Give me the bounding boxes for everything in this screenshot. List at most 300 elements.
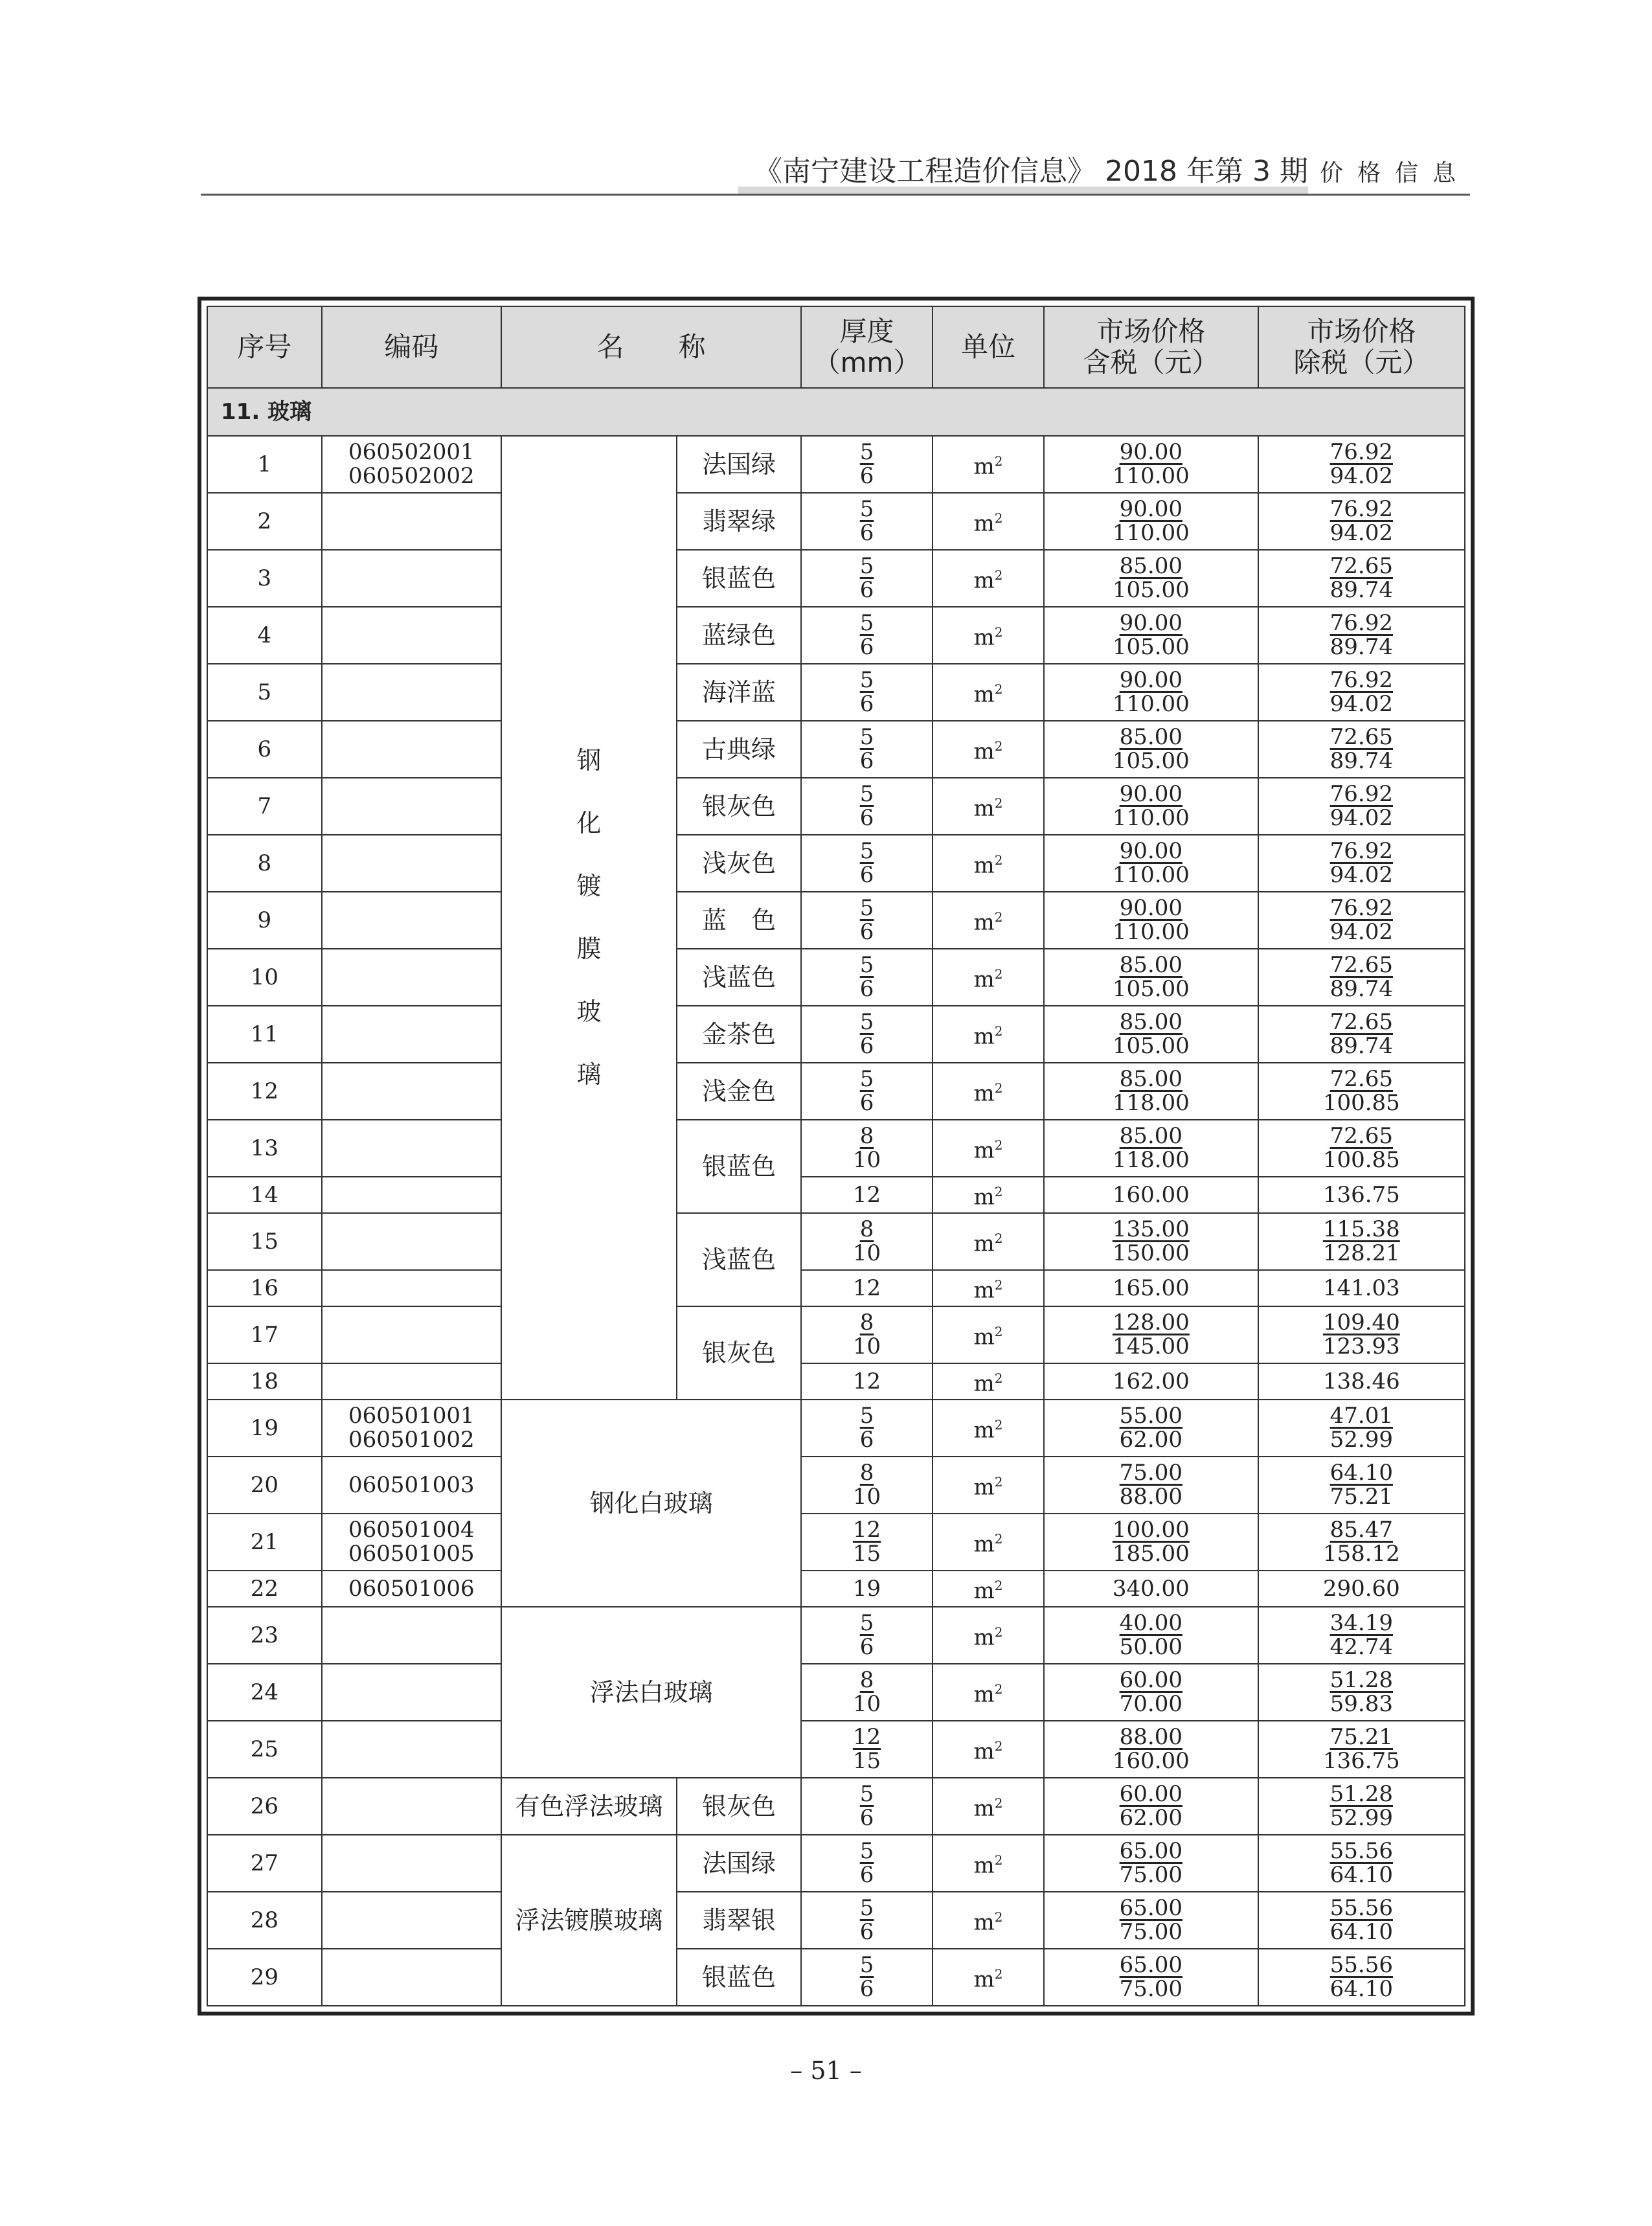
price-with-tax-top: 65.00 [1119, 1838, 1182, 1864]
price-with-tax-top: 85.00 [1119, 724, 1182, 750]
col-header-price-tax: 市场价格 含税（元） [1044, 306, 1258, 388]
price-with-tax [1044, 1892, 1258, 1949]
thickness-top: 5 [859, 667, 874, 693]
item-color: 银灰色 [677, 1778, 802, 1835]
price-without-tax [1258, 892, 1465, 949]
price-without-tax-top: 76.92 [1330, 781, 1393, 807]
row-number: 15 [207, 1213, 322, 1270]
price-without-tax [1258, 1607, 1465, 1664]
item-name-group [501, 1607, 801, 1778]
thickness [801, 493, 933, 550]
price-without-tax-bottom: 123.93 [1322, 1334, 1400, 1359]
row-number: 26 [207, 1778, 322, 1835]
price-without-tax-bottom: 89.74 [1330, 748, 1393, 774]
row-number: 14 [207, 1177, 322, 1213]
price-without-tax-bottom: 94.02 [1330, 520, 1393, 546]
price-with-tax [1044, 1778, 1258, 1835]
price-with-tax-top: 90.00 [1119, 838, 1182, 864]
unit: $m^2$ [933, 607, 1044, 664]
price-without-tax-bottom: 52.99 [1330, 1427, 1393, 1453]
price-with-tax [1044, 892, 1258, 949]
thickness-bottom: 6 [859, 1634, 874, 1660]
thickness [801, 1400, 933, 1457]
price-with-tax-top: 90.00 [1119, 667, 1182, 693]
item-code [322, 1664, 501, 1721]
price-with-tax-top: 65.00 [1119, 1895, 1182, 1921]
price-with-tax-bottom: 110.00 [1112, 919, 1190, 945]
row-number: 1 [207, 436, 322, 493]
thickness-bottom: 6 [859, 577, 874, 603]
price-with-tax-bottom: 50.00 [1119, 1634, 1182, 1660]
item-name-group-label: 钢 化 镀 膜 玻 璃 [576, 746, 602, 1089]
unit: $m^2$ [933, 1664, 1044, 1721]
row-number: 16 [207, 1270, 322, 1306]
price-with-tax-bottom: 110.00 [1112, 691, 1190, 717]
thickness-bottom: 6 [859, 1976, 874, 2002]
unit: $m^2$ [933, 1721, 1044, 1778]
price-with-tax [1044, 1664, 1258, 1721]
price-without-tax-bottom: 52.99 [1330, 1805, 1393, 1831]
row-number: 13 [207, 1120, 322, 1177]
price-without-tax-bottom: 64.10 [1330, 1862, 1393, 1888]
price-without-tax-bottom: 59.83 [1330, 1691, 1393, 1717]
row-number: 20 [207, 1457, 322, 1514]
thickness [801, 1006, 933, 1063]
thickness-top: 5 [859, 496, 874, 522]
thickness-bottom: 6 [859, 1033, 874, 1059]
thickness-top: 8 [859, 1123, 874, 1149]
price-with-tax-top: 90.00 [1119, 610, 1182, 636]
price-with-tax: 160.00 [1044, 1177, 1258, 1213]
page-header [201, 145, 1470, 196]
thickness-top: 5 [859, 1952, 874, 1978]
price-without-tax-bottom: 89.74 [1330, 1033, 1393, 1059]
thickness-top: 5 [859, 439, 874, 465]
thickness-top: 5 [859, 724, 874, 750]
item-color: 法国绿 [677, 436, 802, 493]
row-number: 4 [207, 607, 322, 664]
price-without-tax [1258, 778, 1465, 835]
unit: $m^2$ [933, 721, 1044, 778]
price-without-tax [1258, 1213, 1465, 1270]
price-with-tax: 162.00 [1044, 1363, 1258, 1400]
price-without-tax: 290.60 [1258, 1571, 1465, 1607]
item-code [322, 1892, 501, 1949]
thickness [801, 778, 933, 835]
item-code: 060501004 060501005 [322, 1514, 501, 1571]
item-code [322, 1835, 501, 1892]
item-color: 翡翠绿 [677, 493, 802, 550]
price-without-tax [1258, 1664, 1465, 1721]
price-without-tax: 136.75 [1258, 1177, 1465, 1213]
section-row [207, 388, 1465, 436]
price-without-tax [1258, 607, 1465, 664]
item-name-group [501, 1778, 677, 1835]
thickness-top: 5 [859, 1403, 874, 1429]
item-name-group-label: 浮法镀膜玻璃 [515, 1905, 663, 1935]
item-code [322, 664, 501, 721]
item-code [322, 1607, 501, 1664]
thickness-top: 8 [859, 1667, 874, 1693]
price-without-tax [1258, 1835, 1465, 1892]
price-without-tax-bottom: 64.10 [1330, 1976, 1393, 2002]
unit: $m^2$ [933, 1892, 1044, 1949]
thickness-top: 5 [859, 553, 874, 579]
price-without-tax-bottom: 89.74 [1330, 577, 1393, 603]
thickness-bottom: 6 [859, 463, 874, 489]
table-row [207, 778, 1465, 835]
price-without-tax [1258, 493, 1465, 550]
price-without-tax-top: 51.28 [1330, 1781, 1393, 1807]
price-without-tax-bottom: 94.02 [1330, 862, 1393, 888]
unit: $m^2$ [933, 1306, 1044, 1363]
unit: $m^2$ [933, 493, 1044, 550]
row-number: 2 [207, 493, 322, 550]
price-without-tax-top: 72.65 [1330, 1123, 1393, 1149]
price-with-tax [1044, 1949, 1258, 2006]
thickness [801, 550, 933, 607]
unit: $m^2$ [933, 1607, 1044, 1664]
thickness [801, 1120, 933, 1177]
thickness-bottom: 6 [859, 1805, 874, 1831]
item-color: 银蓝色 [677, 550, 802, 607]
thickness-bottom: 15 [852, 1748, 881, 1774]
unit: $m^2$ [933, 949, 1044, 1006]
price-with-tax [1044, 1306, 1258, 1363]
price-without-tax-bottom: 94.02 [1330, 691, 1393, 717]
unit: $m^2$ [933, 1949, 1044, 2006]
item-color: 浅灰色 [677, 835, 802, 892]
price-without-tax: 141.03 [1258, 1270, 1465, 1306]
thickness [801, 1892, 933, 1949]
item-code [322, 1006, 501, 1063]
section-title: 11. 玻璃 [207, 388, 1465, 436]
thickness-bottom: 6 [859, 520, 874, 546]
price-with-tax-bottom: 118.00 [1112, 1090, 1190, 1116]
thickness-top: 5 [859, 1610, 874, 1636]
item-name-group-label: 浮法白玻璃 [589, 1677, 713, 1707]
price-without-tax-top: 72.65 [1330, 952, 1393, 978]
item-code: 060501006 [322, 1571, 501, 1607]
price-with-tax-top: 85.00 [1119, 1123, 1182, 1149]
thickness-top: 5 [859, 895, 874, 921]
row-number: 6 [207, 721, 322, 778]
item-color: 古典绿 [677, 721, 802, 778]
item-color: 蓝绿色 [677, 607, 802, 664]
row-number: 21 [207, 1514, 322, 1571]
table-row [207, 436, 1465, 493]
price-table-frame [198, 297, 1475, 2016]
unit: $m^2$ [933, 1120, 1044, 1177]
item-code: 060501001 060501002 [322, 1400, 501, 1457]
price-with-tax-bottom: 110.00 [1112, 520, 1190, 546]
item-code [322, 721, 501, 778]
price-with-tax-bottom: 185.00 [1112, 1541, 1190, 1567]
row-number: 3 [207, 550, 322, 607]
price-with-tax-top: 65.00 [1119, 1952, 1182, 1978]
table-row [207, 607, 1465, 664]
thickness [801, 721, 933, 778]
row-number: 23 [207, 1607, 322, 1664]
table-row [207, 1721, 1465, 1778]
price-with-tax [1044, 1120, 1258, 1177]
thickness-top: 5 [859, 1838, 874, 1864]
price-with-tax-top: 85.00 [1119, 952, 1182, 978]
item-code [322, 778, 501, 835]
price-with-tax-bottom: 105.00 [1112, 577, 1190, 603]
item-code [322, 1778, 501, 1835]
price-without-tax-bottom: 89.74 [1330, 634, 1393, 660]
row-number: 25 [207, 1721, 322, 1778]
price-with-tax [1044, 1514, 1258, 1571]
row-number: 29 [207, 1949, 322, 2006]
thickness-bottom: 10 [852, 1334, 881, 1359]
unit: $m^2$ [933, 550, 1044, 607]
price-with-tax-bottom: 160.00 [1112, 1748, 1190, 1774]
price-without-tax-bottom: 94.02 [1330, 805, 1393, 831]
thickness-top: 5 [859, 1895, 874, 1921]
thickness-bottom: 6 [859, 862, 874, 888]
item-color: 翡翠银 [677, 1892, 802, 1949]
price-with-tax-bottom: 62.00 [1119, 1427, 1182, 1453]
price-with-tax-bottom: 105.00 [1112, 748, 1190, 774]
price-with-tax [1044, 1063, 1258, 1120]
row-number: 22 [207, 1571, 322, 1607]
price-without-tax-bottom: 128.21 [1322, 1240, 1400, 1266]
thickness [801, 607, 933, 664]
item-name-group [501, 1835, 677, 2006]
row-number: 24 [207, 1664, 322, 1721]
thickness-top: 5 [859, 781, 874, 807]
price-with-tax [1044, 778, 1258, 835]
price-with-tax-top: 90.00 [1119, 895, 1182, 921]
thickness-bottom: 10 [852, 1484, 881, 1510]
thickness-bottom: 6 [859, 748, 874, 774]
price-with-tax-top: 90.00 [1119, 781, 1182, 807]
col-header-unit: 单位 [933, 306, 1044, 388]
price-with-tax [1044, 607, 1258, 664]
table-body [207, 388, 1465, 2006]
thickness-top: 8 [859, 1310, 874, 1335]
table-row [207, 1120, 1465, 1177]
table-row [207, 835, 1465, 892]
item-color: 法国绿 [677, 1835, 802, 1892]
table-row [207, 1571, 1465, 1607]
price-without-tax-top: 85.47 [1330, 1517, 1393, 1543]
col-header-name: 名 称 [501, 306, 801, 388]
item-name-group-label: 钢化白玻璃 [589, 1488, 713, 1517]
price-table [207, 306, 1465, 2006]
price-without-tax-top: 76.92 [1330, 496, 1393, 522]
price-with-tax-bottom: 88.00 [1119, 1484, 1182, 1510]
price-with-tax-bottom: 150.00 [1112, 1240, 1190, 1266]
thickness-top: 5 [859, 610, 874, 636]
item-code [322, 892, 501, 949]
table-row [207, 493, 1465, 550]
table-row [207, 1213, 1465, 1270]
item-code [322, 1120, 501, 1177]
price-with-tax-top: 60.00 [1119, 1781, 1182, 1807]
table-row [207, 721, 1465, 778]
price-with-tax [1044, 1607, 1258, 1664]
item-code [322, 1306, 501, 1363]
row-number: 27 [207, 1835, 322, 1892]
price-with-tax [1044, 1835, 1258, 1892]
price-with-tax-bottom: 75.00 [1119, 1976, 1182, 2002]
row-number: 9 [207, 892, 322, 949]
price-with-tax [1044, 721, 1258, 778]
price-with-tax-top: 88.00 [1119, 1724, 1182, 1750]
row-number: 8 [207, 835, 322, 892]
table-row [207, 1892, 1465, 1949]
thickness-top: 5 [859, 952, 874, 978]
price-without-tax-top: 75.21 [1330, 1724, 1393, 1750]
row-number: 17 [207, 1306, 322, 1363]
table-row [207, 1177, 1465, 1213]
thickness-bottom: 10 [852, 1147, 881, 1173]
price-with-tax-top: 55.00 [1119, 1403, 1182, 1429]
table-row [207, 1006, 1465, 1063]
item-color: 海洋蓝 [677, 664, 802, 721]
table-row [207, 1363, 1465, 1400]
row-number: 28 [207, 1892, 322, 1949]
price-without-tax-bottom: 75.21 [1330, 1484, 1393, 1510]
price-without-tax-bottom: 94.02 [1330, 463, 1393, 489]
price-with-tax-bottom: 105.00 [1112, 1033, 1190, 1059]
price-without-tax-top: 109.40 [1322, 1310, 1400, 1335]
col-header-code: 编码 [322, 306, 501, 388]
row-number: 19 [207, 1400, 322, 1457]
table-row [207, 1778, 1465, 1835]
unit: $m^2$ [933, 892, 1044, 949]
table-row [207, 1063, 1465, 1120]
item-color: 银蓝色 [677, 1120, 802, 1213]
thickness [801, 1835, 933, 1892]
price-without-tax-top: 72.65 [1330, 724, 1393, 750]
col-header-thickness: 厚度 （mm） [801, 306, 933, 388]
col-header-no: 序号 [207, 306, 322, 388]
item-name-group-label: 有色浮法玻璃 [515, 1791, 663, 1821]
thickness-bottom: 10 [852, 1691, 881, 1717]
price-with-tax-top: 85.00 [1119, 1066, 1182, 1092]
thickness [801, 949, 933, 1006]
table-row [207, 550, 1465, 607]
price-with-tax-top: 60.00 [1119, 1667, 1182, 1693]
price-without-tax-bottom: 64.10 [1330, 1919, 1393, 1945]
page-number: – 51 – [790, 2056, 862, 2085]
header-row [207, 306, 1465, 388]
table-row [207, 1607, 1465, 1664]
thickness-top: 12 [852, 1517, 881, 1543]
price-with-tax-bottom: 70.00 [1119, 1691, 1182, 1717]
item-code [322, 1270, 501, 1306]
item-code [322, 550, 501, 607]
price-with-tax [1044, 1721, 1258, 1778]
price-with-tax-top: 90.00 [1119, 496, 1182, 522]
item-code [322, 607, 501, 664]
price-without-tax-top: 64.10 [1330, 1460, 1393, 1486]
price-with-tax [1044, 1457, 1258, 1514]
price-with-tax-bottom: 145.00 [1112, 1334, 1190, 1359]
price-without-tax-bottom: 100.85 [1322, 1090, 1400, 1116]
table-row [207, 1514, 1465, 1571]
unit: $m^2$ [933, 1778, 1044, 1835]
thickness [801, 1607, 933, 1664]
price-with-tax-bottom: 110.00 [1112, 805, 1190, 831]
price-with-tax-bottom: 105.00 [1112, 976, 1190, 1002]
price-without-tax [1258, 550, 1465, 607]
row-number: 7 [207, 778, 322, 835]
price-with-tax-bottom: 118.00 [1112, 1147, 1190, 1173]
table-row [207, 1949, 1465, 2006]
thickness: 19 [801, 1571, 933, 1607]
thickness [801, 664, 933, 721]
price-with-tax-top: 135.00 [1112, 1216, 1190, 1242]
price-with-tax-bottom: 105.00 [1112, 634, 1190, 660]
price-without-tax-top: 47.01 [1330, 1403, 1393, 1429]
price-with-tax [1044, 1213, 1258, 1270]
item-color: 浅蓝色 [677, 949, 802, 1006]
thickness: 12 [801, 1177, 933, 1213]
price-with-tax [1044, 664, 1258, 721]
item-color: 金茶色 [677, 1006, 802, 1063]
price-with-tax: 165.00 [1044, 1270, 1258, 1306]
thickness-bottom: 6 [859, 1862, 874, 1888]
thickness [801, 1306, 933, 1363]
price-with-tax-top: 40.00 [1119, 1610, 1182, 1636]
unit: $m^2$ [933, 1571, 1044, 1607]
price-with-tax-top: 85.00 [1119, 553, 1182, 579]
price-without-tax-top: 72.65 [1330, 553, 1393, 579]
price-without-tax [1258, 949, 1465, 1006]
price-without-tax-top: 55.56 [1330, 1895, 1393, 1921]
thickness-bottom: 6 [859, 805, 874, 831]
thickness-top: 5 [859, 1009, 874, 1035]
price-without-tax-top: 34.19 [1330, 1610, 1393, 1636]
thickness [801, 1721, 933, 1778]
thickness-bottom: 6 [859, 691, 874, 717]
thickness [801, 1664, 933, 1721]
item-code [322, 1363, 501, 1400]
unit: $m^2$ [933, 664, 1044, 721]
item-code [322, 949, 501, 1006]
thickness-bottom: 6 [859, 919, 874, 945]
publication-title: 《南宁建设工程造价信息》 2018 年第 3 期 [754, 155, 1308, 188]
item-name-group [501, 1400, 801, 1607]
price-without-tax [1258, 1892, 1465, 1949]
item-color: 银灰色 [677, 778, 802, 835]
price-without-tax-bottom: 158.12 [1322, 1541, 1400, 1567]
price-without-tax-top: 72.65 [1330, 1066, 1393, 1092]
row-number: 10 [207, 949, 322, 1006]
thickness: 12 [801, 1270, 933, 1306]
price-with-tax [1044, 835, 1258, 892]
unit: $m^2$ [933, 436, 1044, 493]
price-without-tax [1258, 835, 1465, 892]
unit: $m^2$ [933, 1457, 1044, 1514]
table-row [207, 1400, 1465, 1457]
price-without-tax-top: 51.28 [1330, 1667, 1393, 1693]
price-without-tax [1258, 1457, 1465, 1514]
thickness-bottom: 15 [852, 1541, 881, 1567]
price-without-tax-bottom: 100.85 [1322, 1147, 1400, 1173]
thickness-top: 5 [859, 838, 874, 864]
thickness [801, 1949, 933, 2006]
price-without-tax: 138.46 [1258, 1363, 1465, 1400]
price-with-tax-bottom: 110.00 [1112, 862, 1190, 888]
price-without-tax-top: 72.65 [1330, 1009, 1393, 1035]
item-color: 银蓝色 [677, 1949, 802, 2006]
